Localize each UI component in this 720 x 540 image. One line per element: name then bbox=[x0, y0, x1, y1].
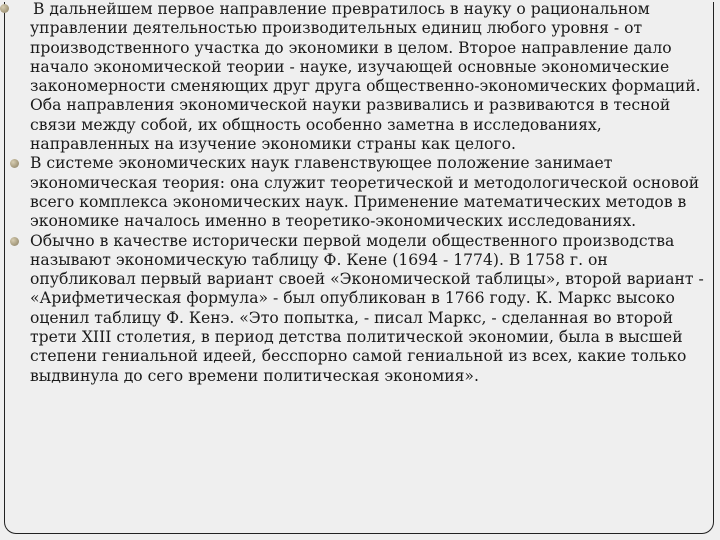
bullet-item bbox=[0, 154, 716, 231]
bullet-item bbox=[0, 0, 716, 154]
bullet-dot-icon bbox=[10, 237, 19, 246]
bullet-text: В системе экономических наук главенствующее положение занимает экономическая теория: она служит теоретической и методологической основой всего комплекса экономических наук. Применение математических методов в экономике началось именно в теоретико-экономических исследованиях. bbox=[30, 154, 700, 231]
bullet-text: В дальнейшем первое направление превратилось в науку о рациональном управлении деятельностью производительных единиц любого уровня - от производственного участка до экономики в целом. Второе направление дало начало экономической теории - науке, изучающей основные экономические закономерности сменяющих друг друга общественно-экономических формаций. Оба направления экономической науки развивались и развиваются в тесной связи между собой, их общность особенно заметна в исследованиях, направленных на изучение экономики страны как целого. bbox=[30, 0, 701, 154]
bullet-dot-icon bbox=[10, 159, 19, 168]
bullet-text: Обычно в качестве исторически первой модели общественного производства называют экономическую таблицу Ф. Кене (1694 - 1774). В 1758 г. он опубликовал первый вариант своей «Экономической таблицы», второй вариант - «Арифметическая формула» - был опубликован в 1766 году. К. Маркс высоко оценил таблицу Ф. Кенэ. «Это попытка, - писал Маркс, - сделанная во второй трети XIII столетия, в период детства политической экономии, была в высшей степени гениальной идеей, бесспорно самой гениальной из всех, какие только выдвинула до сего времени политическая экономия». bbox=[30, 231, 704, 385]
bullet-item bbox=[0, 232, 716, 386]
bullet-dot-icon bbox=[0, 4, 9, 13]
